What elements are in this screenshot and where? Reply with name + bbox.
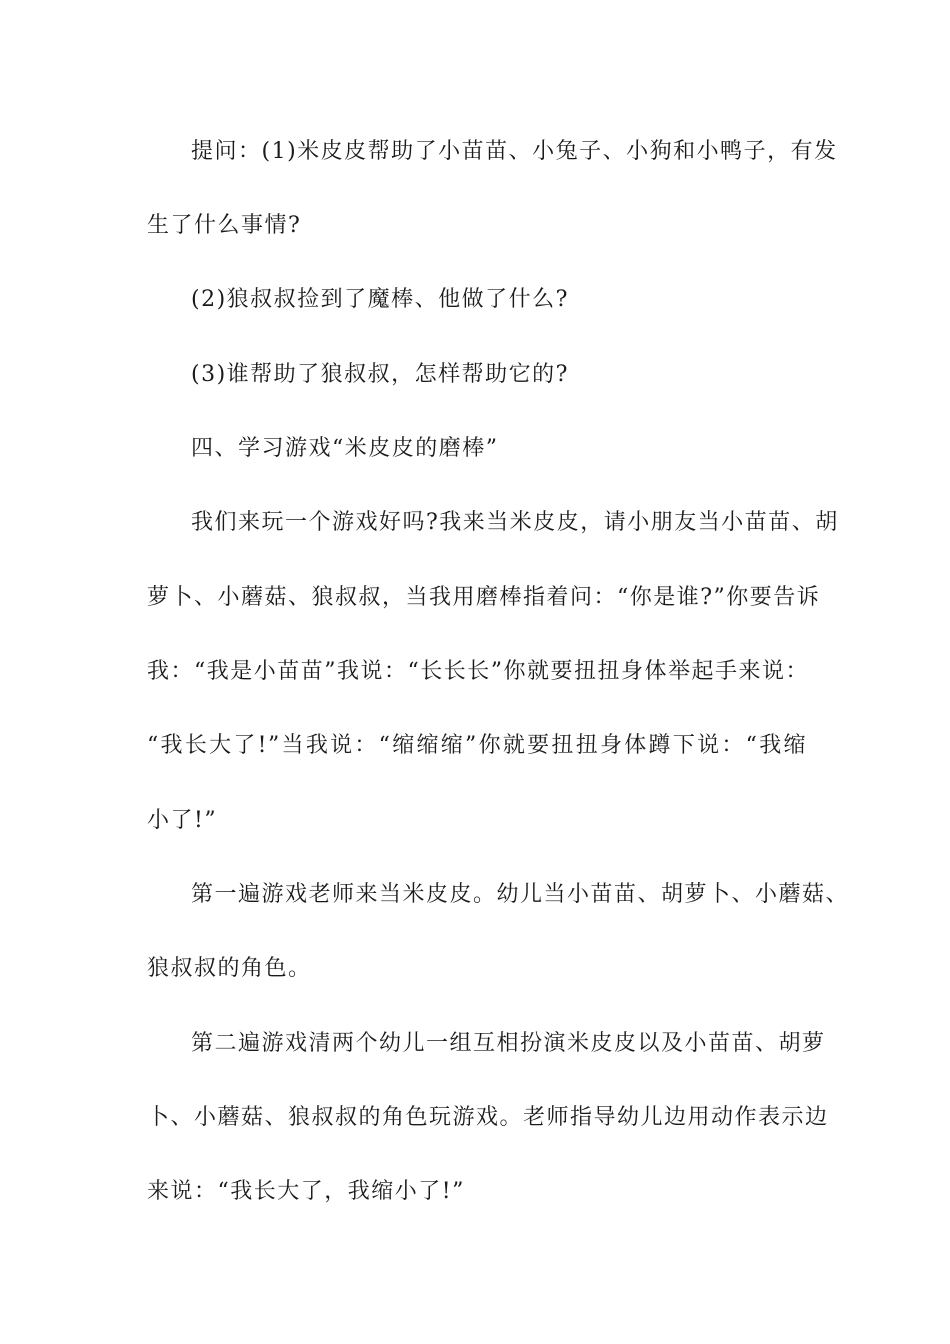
text-line: (3)谁帮助了狼叔叔，怎样帮助它的? (191, 362, 569, 387)
text-line: 我：“我是小苗苗”我说：“长长长”你就要扭扭身体举起手来说： (147, 659, 809, 684)
text-line: 来说：“我长大了，我缩小了!” (147, 1179, 465, 1204)
text-line: 小了!” (147, 808, 218, 833)
text-line: “我长大了!”当我说：“缩缩缩”你就要扭扭身体蹲下说：“我缩 (147, 733, 807, 758)
text-line: 卜、小蘑菇、狼叔叔的角色玩游戏。老师指导幼儿边用动作表示边 (147, 1105, 829, 1130)
text-line: 生了什么事情? (147, 213, 302, 238)
text-line: 我们来玩一个游戏好吗?我来当米皮皮，请小朋友当小苗苗、胡 (191, 510, 839, 535)
text-line: (2)狼叔叔捡到了魔棒、他做了什么? (191, 287, 569, 312)
text-line: 狼叔叔的角色。 (147, 956, 312, 981)
section-heading: 四、学习游戏“米皮皮的磨棒” (191, 436, 499, 461)
text-line: 第一遍游戏老师来当米皮皮。幼儿当小苗苗、胡萝卜、小蘑菇、 (191, 882, 850, 907)
text-line: 第二遍游戏清两个幼儿一组互相扮演米皮皮以及小苗苗、胡萝 (191, 1031, 826, 1056)
text-line: 提问：(1)米皮皮帮助了小苗苗、小兔子、小狗和小鸭子，有发 (191, 139, 838, 164)
text-line: 萝卜、小蘑菇、狼叔叔，当我用磨棒指着问：“你是谁?”你要告诉 (147, 585, 821, 610)
